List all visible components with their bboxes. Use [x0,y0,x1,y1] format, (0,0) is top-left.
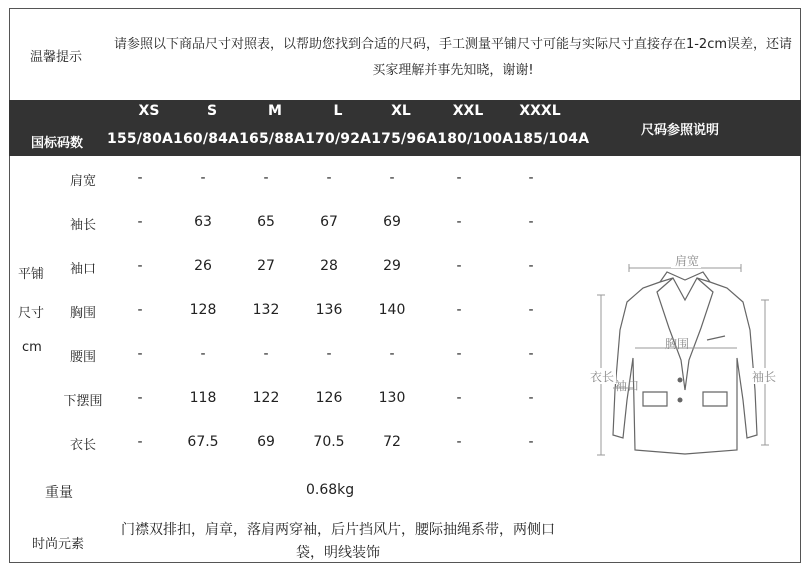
measure-cell: - [456,258,462,274]
measure-cell: - [456,434,462,450]
measure-cell: - [456,390,462,406]
right-lapel-icon [685,278,713,390]
flat-label-1: 平铺 [18,267,45,282]
measure-cell: 69 [257,434,275,450]
size-xxl: XXL [452,103,484,119]
measure-cell: 67.5 [187,434,219,450]
measure-cell: - [389,170,395,186]
size-header-band [9,100,801,156]
measure-cell: 28 [320,258,338,274]
measure-cell: - [528,302,534,318]
measure-cell: - [528,346,534,362]
measure-cell: - [137,346,143,362]
measure-cell: 126 [315,390,343,406]
measure-cell: 118 [189,390,217,406]
measure-cell: - [200,170,206,186]
notice-label: 温馨提示 [30,50,83,65]
measure-cell: 136 [315,302,343,318]
diagram-cuff-label: 袖口 [615,379,640,393]
flat-label-2: 尺寸 [18,306,45,321]
standard-size-label: 国标码数 [31,136,84,151]
measure-cell: - [528,390,534,406]
measure-cell: - [389,346,395,362]
measure-cell: 63 [194,214,212,230]
row-label-hem: 下摆围 [63,394,103,409]
weight-value: 0.68kg [306,482,355,498]
style-text: 门襟双排扣，肩章，落肩两穿袖，后片挡风片，腰际抽绳系带，两侧口袋，明线装饰 [121,522,555,561]
button-2-icon [678,398,683,403]
standard-size-codes: 155/80A160/84A165/88A170/92A175/96A180/100A185/104A [107,131,590,147]
size-m: M [268,103,282,119]
measure-cell: - [137,214,143,230]
diagram-shoulder-label: 肩宽 [675,254,700,268]
jacket-diagram [585,240,785,470]
measure-cell: - [528,170,534,186]
measure-cell: 130 [378,390,406,406]
measure-cell: - [456,170,462,186]
collar-icon [660,272,710,282]
measure-cell: - [263,170,269,186]
measure-cell: 27 [257,258,275,274]
measure-cell: - [200,346,206,362]
left-lapel-icon [657,278,685,390]
button-1-icon [678,378,683,383]
diagram-chest-label: 胸围 [665,337,690,351]
measure-cell: 70.5 [313,434,345,450]
measure-cell: - [528,214,534,230]
measure-cell: 122 [252,390,280,406]
size-xl: XL [391,103,411,119]
measure-cell: 72 [383,434,401,450]
row-label-sleeve: 袖长 [69,218,96,233]
measure-cell: - [137,302,143,318]
diagram-length-label: 衣长 [590,370,615,384]
row-label-length: 衣长 [69,438,96,453]
left-pocket-icon [643,392,667,406]
size-xxxl: XXXL [519,103,561,119]
measure-cell: 140 [378,302,406,318]
size-s: S [206,103,218,119]
measure-cell: - [263,346,269,362]
diagram-sleeve-label: 袖长 [752,370,777,384]
measure-cell: 29 [383,258,401,274]
row-label-waist: 腰围 [69,350,96,365]
measure-cell: - [456,346,462,362]
chest-pocket-icon [707,336,725,340]
jacket-outline-icon [613,278,757,454]
measure-cell: - [137,434,143,450]
measure-cell: - [326,346,332,362]
row-label-cuff: 袖口 [69,262,96,277]
flat-label-unit: cm [22,340,42,355]
size-l: L [333,103,343,119]
measure-cell: - [456,302,462,318]
measure-cell: - [528,434,534,450]
measure-cell: 69 [383,214,401,230]
right-pocket-icon [703,392,727,406]
style-label: 时尚元素 [32,537,85,552]
size-reference-title: 尺码参照说明 [641,123,720,138]
row-label-chest: 胸围 [69,306,96,321]
measure-cell: 26 [194,258,212,274]
weight-label: 重量 [45,485,73,501]
measure-cell: - [137,390,143,406]
row-label-shoulder: 肩宽 [69,174,96,189]
measure-cell: 67 [320,214,338,230]
measure-cell: - [137,170,143,186]
notice-text: 请参照以下商品尺寸对照表，以帮助您找到合适的尺码，手工测量平铺尺寸可能与实际尺寸直接存在1-2cm误差，还请买家理解并事先知晓，谢谢! [113,37,793,78]
measure-cell: - [528,258,534,274]
measure-cell: 65 [257,214,275,230]
measure-cell: - [137,258,143,274]
measure-cell: 132 [252,302,280,318]
size-xs: XS [138,103,160,119]
measure-cell: - [456,214,462,230]
measure-cell: 128 [189,302,217,318]
measure-cell: - [326,170,332,186]
